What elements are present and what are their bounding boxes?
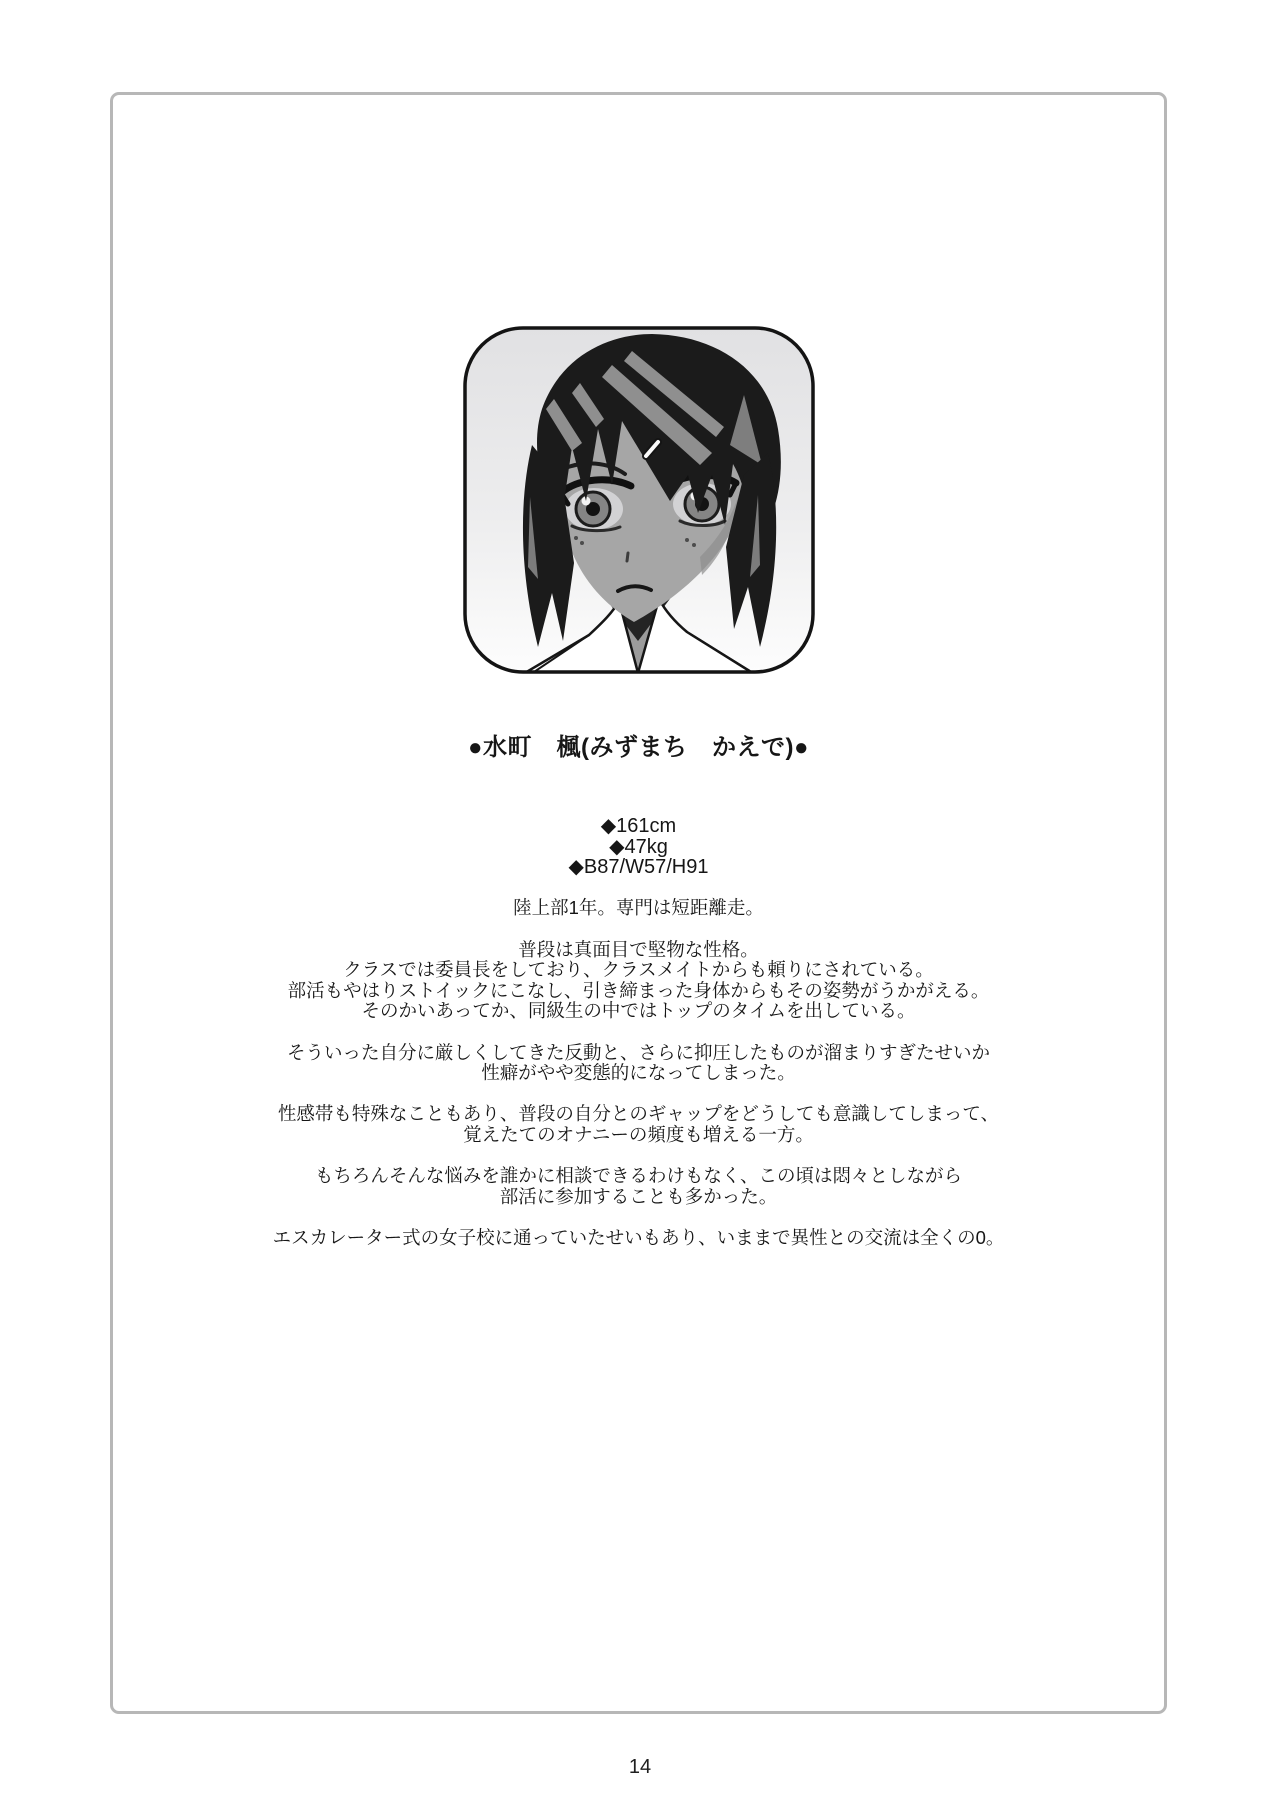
bio-line: 性感帯も特殊なこともあり、普段の自分とのギャップをどうしても意識してしまって、: [277, 1103, 1000, 1125]
stats-block: [113, 816, 1164, 878]
page-number: 14: [628, 1756, 652, 1778]
stat-height: ◆161cm: [600, 815, 677, 837]
bio-line: もちろんそんな悩みを誰かに相談できるわけもなく、この頃は悶々としながら: [314, 1165, 963, 1187]
bio-line: クラスでは委員長をしており、クラスメイトからも頼りにされている。: [343, 959, 934, 981]
bio-paragraph-5: [113, 1228, 1164, 1249]
bio-line: 部活もやはりストイックにこなし、引き締まった身体からもその姿勢がうかがえる。: [287, 979, 990, 1001]
stat-weight: ◆47kg: [609, 835, 668, 858]
bio-paragraph-4: [113, 1166, 1164, 1207]
intro-line: 陸上部1年。専門は短距離走。: [513, 897, 764, 919]
bio-line: 部活に参加することも多かった。: [499, 1185, 778, 1207]
character-name: ●水町 楓(みずまち かえで)●: [468, 734, 809, 761]
character-portrait-illustration: [462, 325, 816, 675]
bio-paragraph-1: [113, 940, 1164, 1022]
bio-line: 性癖がやや変態的になってしまった。: [481, 1062, 796, 1084]
bio-line: そういった自分に厳しくしてきた反動と、さらに抑圧したものが溜まりすぎたせいか: [286, 1041, 990, 1063]
bio-line: 普段は真面目で堅物な性格。: [518, 938, 759, 960]
bio-line: 覚えたてのオナニーの頻度も増える一方。: [463, 1123, 814, 1145]
bio-paragraph-2: [113, 1043, 1164, 1084]
stat-measurements: ◆B87/W57/H91: [568, 856, 709, 879]
bio-line: エスカレーター式の女子校に通っていたせいもあり、いままで異性との交流は全くの0。: [272, 1226, 1005, 1248]
character-portrait: [462, 325, 816, 675]
bio-paragraph-3: [113, 1104, 1164, 1145]
nose: [627, 553, 628, 561]
bio-line: そのかいあってか、同級生の中ではトップのタイムを出している。: [361, 1000, 916, 1022]
page-frame: [110, 92, 1167, 1714]
